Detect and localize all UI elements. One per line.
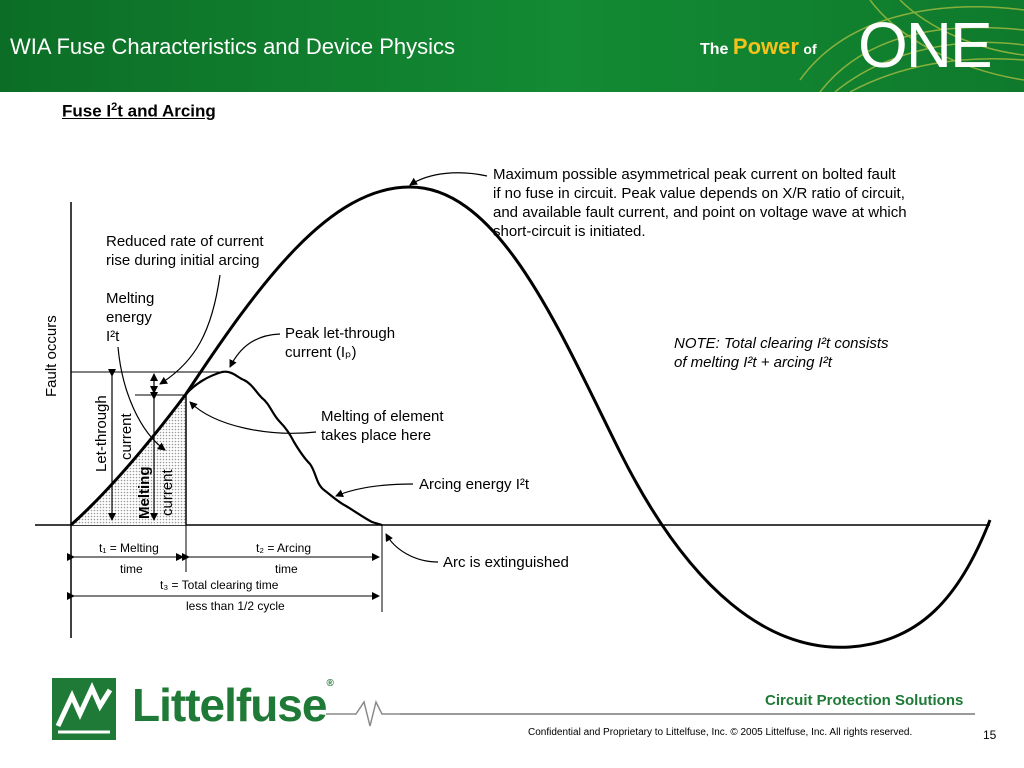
footer-copyright: Confidential and Proprietary to Littelfuse, Inc. © 2005 Littelfuse, Inc. All rights reserved. bbox=[528, 727, 913, 738]
fuse-arcing-diagram bbox=[0, 92, 1024, 652]
page-number: 15 bbox=[983, 728, 997, 742]
melting-energy-line-3: I²t bbox=[106, 328, 120, 345]
footer-tagline: Circuit Protection Solutions bbox=[765, 692, 964, 709]
peak-note-pointer bbox=[410, 173, 487, 185]
let-through-label-2: current bbox=[118, 413, 135, 460]
melting-energy-line-2: energy bbox=[106, 309, 152, 326]
brand-power: Power bbox=[732, 34, 799, 59]
heading-prefix: Fuse I bbox=[62, 101, 112, 121]
heading-suffix: t and Arcing bbox=[117, 101, 216, 121]
reduced-rate-pointer bbox=[160, 275, 220, 384]
note-line-1: NOTE: Total clearing I²t consists bbox=[674, 335, 889, 352]
arcing-energy-label: Arcing energy I²t bbox=[419, 476, 530, 493]
let-through-label-1: Let-through bbox=[93, 395, 110, 472]
melting-element-line-2: takes place here bbox=[321, 427, 432, 444]
peak-let-through-line-1: Peak let-through bbox=[285, 325, 396, 342]
peak-let-through-pointer bbox=[230, 334, 280, 367]
arc-extinguished-pointer bbox=[386, 534, 438, 562]
let-through-current-curve bbox=[186, 372, 382, 525]
brand-the: The bbox=[700, 41, 729, 58]
heading-superscript: 2 bbox=[111, 101, 118, 113]
t1-label: t₁ = Melting bbox=[99, 541, 159, 555]
peak-let-through-line-2: current (Iₚ) bbox=[285, 344, 357, 361]
melting-energy-line-1: Melting bbox=[106, 290, 155, 307]
melting-current-label-2: current bbox=[159, 469, 176, 516]
fault-occurs-label: Fault occurs bbox=[43, 315, 60, 397]
reduced-rate-line-1: Reduced rate of current bbox=[106, 233, 264, 250]
brand-of: of bbox=[803, 41, 817, 57]
t1-sub-label: time bbox=[120, 562, 143, 576]
note-line-2: of melting I²t + arcing I²t bbox=[674, 354, 832, 371]
peak-note-line-1: Maximum possible asymmetrical peak current on bolted fault bbox=[493, 166, 896, 183]
arcing-energy-pointer bbox=[336, 484, 413, 496]
t3-label: t₃ = Total clearing time bbox=[160, 578, 279, 592]
melting-current-label-1: Melting bbox=[136, 466, 153, 519]
peak-note-line-4: short-circuit is initiated. bbox=[493, 223, 646, 240]
slide-title: WIA Fuse Characteristics and Device Physics bbox=[10, 34, 456, 59]
reduced-rate-line-2: rise during initial arcing bbox=[106, 252, 260, 269]
brand-one: ONE bbox=[858, 9, 991, 81]
arc-extinguished-label: Arc is extinguished bbox=[443, 554, 569, 571]
littelfuse-logo-text bbox=[132, 678, 333, 732]
melting-element-pointer bbox=[190, 402, 316, 433]
fuse-squiggle-graphic bbox=[326, 694, 406, 734]
peak-note-line-3: and available fault current, and point on voltage wave at which bbox=[493, 204, 907, 221]
peak-note-line-2: if no fuse in circuit. Peak value depends on X/R ratio of circuit, bbox=[493, 185, 905, 202]
brand-tagline bbox=[700, 34, 817, 60]
footer-divider bbox=[400, 713, 975, 715]
t2-sub-label: time bbox=[275, 562, 298, 576]
header-banner bbox=[0, 0, 1024, 92]
logo-registered-mark: ® bbox=[326, 678, 333, 689]
melting-element-line-1: Melting of element bbox=[321, 408, 444, 425]
t2-label: t₂ = Arcing bbox=[256, 541, 312, 555]
logo-word: Littelfuse bbox=[132, 679, 327, 731]
t3-sub-label: less than 1/2 cycle bbox=[186, 599, 285, 613]
